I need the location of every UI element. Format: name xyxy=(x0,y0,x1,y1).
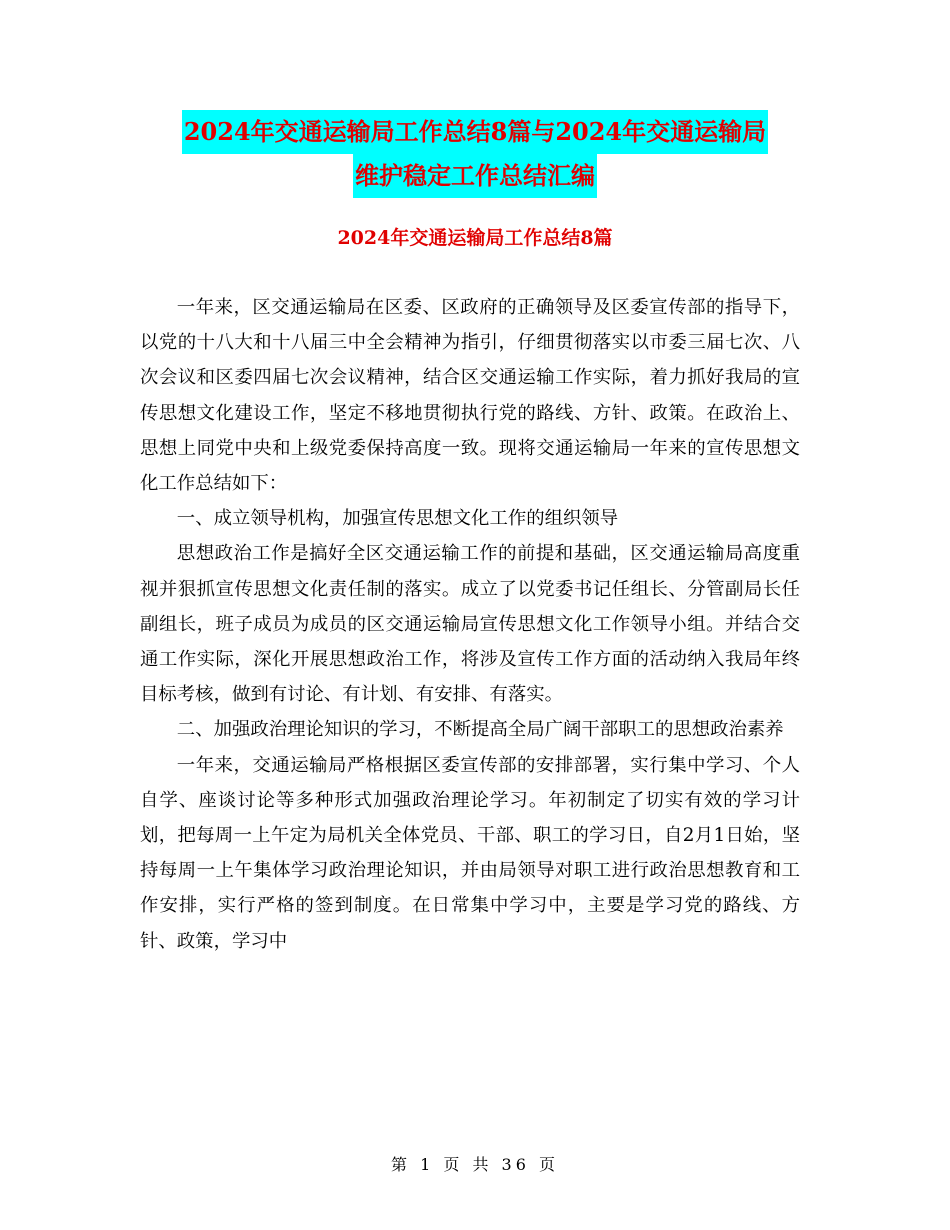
document-title-line-2: 维护稳定工作总结汇编 xyxy=(353,154,597,198)
paragraph-section-1: 思想政治工作是搞好全区交通运输工作的前提和基础，区交通运输局高度重视并狠抓宣传思想文化责任制的落实。成立了以党委书记任组长、分管副局长任副组长，班子成员为成员的区交通运输局宣传思想文化工作领导小组。并结合交通工作实际，深化开展思想政治工作，将涉及宣传工作方面的活动纳入我局年终目标考核，做到有讨论、有计划、有安排、有落实。 xyxy=(140,543,800,706)
page-footer: 第 1 页 共 36 页 xyxy=(391,1155,559,1174)
document-title-line-1: 2024年交通运输局工作总结8篇与2024年交通运输局 xyxy=(182,110,768,154)
section-title: 2024年交通运输局工作总结8篇 xyxy=(337,227,613,249)
paragraph-heading-1: 一、成立领导机构，加强宣传思想文化工作的组织领导 xyxy=(176,508,619,530)
paragraph-section-2: 一年来，交通运输局严格根据区委宣传部的安排部署，实行集中学习、个人自学、座谈讨论等多种形式加强政治理论学习。年初制定了切实有效的学习计划，把每周一上午定为局机关全体党员、干部、职工的学习日，自2月1日始，坚持每周一上午集体学习政治理论知识，并由局领导对职工进行政治思想教育和工作安排，实行严格的签到制度。在日常集中学习中，主要是学习党的路线、方针、政策，学习中 xyxy=(140,754,800,952)
paragraph-heading-2: 二、加强政治理论知识的学习，不断提高全局广阔干部职工的思想政治素养 xyxy=(176,719,784,741)
document-body xyxy=(140,290,800,959)
paragraph-intro: 一年来，区交通运输局在区委、区政府的正确领导及区委宣传部的指导下，以党的十八大和十八届三中全会精神为指引，仔细贯彻落实以市委三届七次、八次会议和区委四届七次会议精神，结合区交通运输工作实际，着力抓好我局的宣传思想文化建设工作，坚定不移地贯彻执行党的路线、方针、政策。在政治上、思想上同党中央和上级党委保持高度一致。现将交通运输局一年来的宣传思想文化工作总结如下： xyxy=(140,297,800,495)
document-title xyxy=(0,110,950,198)
